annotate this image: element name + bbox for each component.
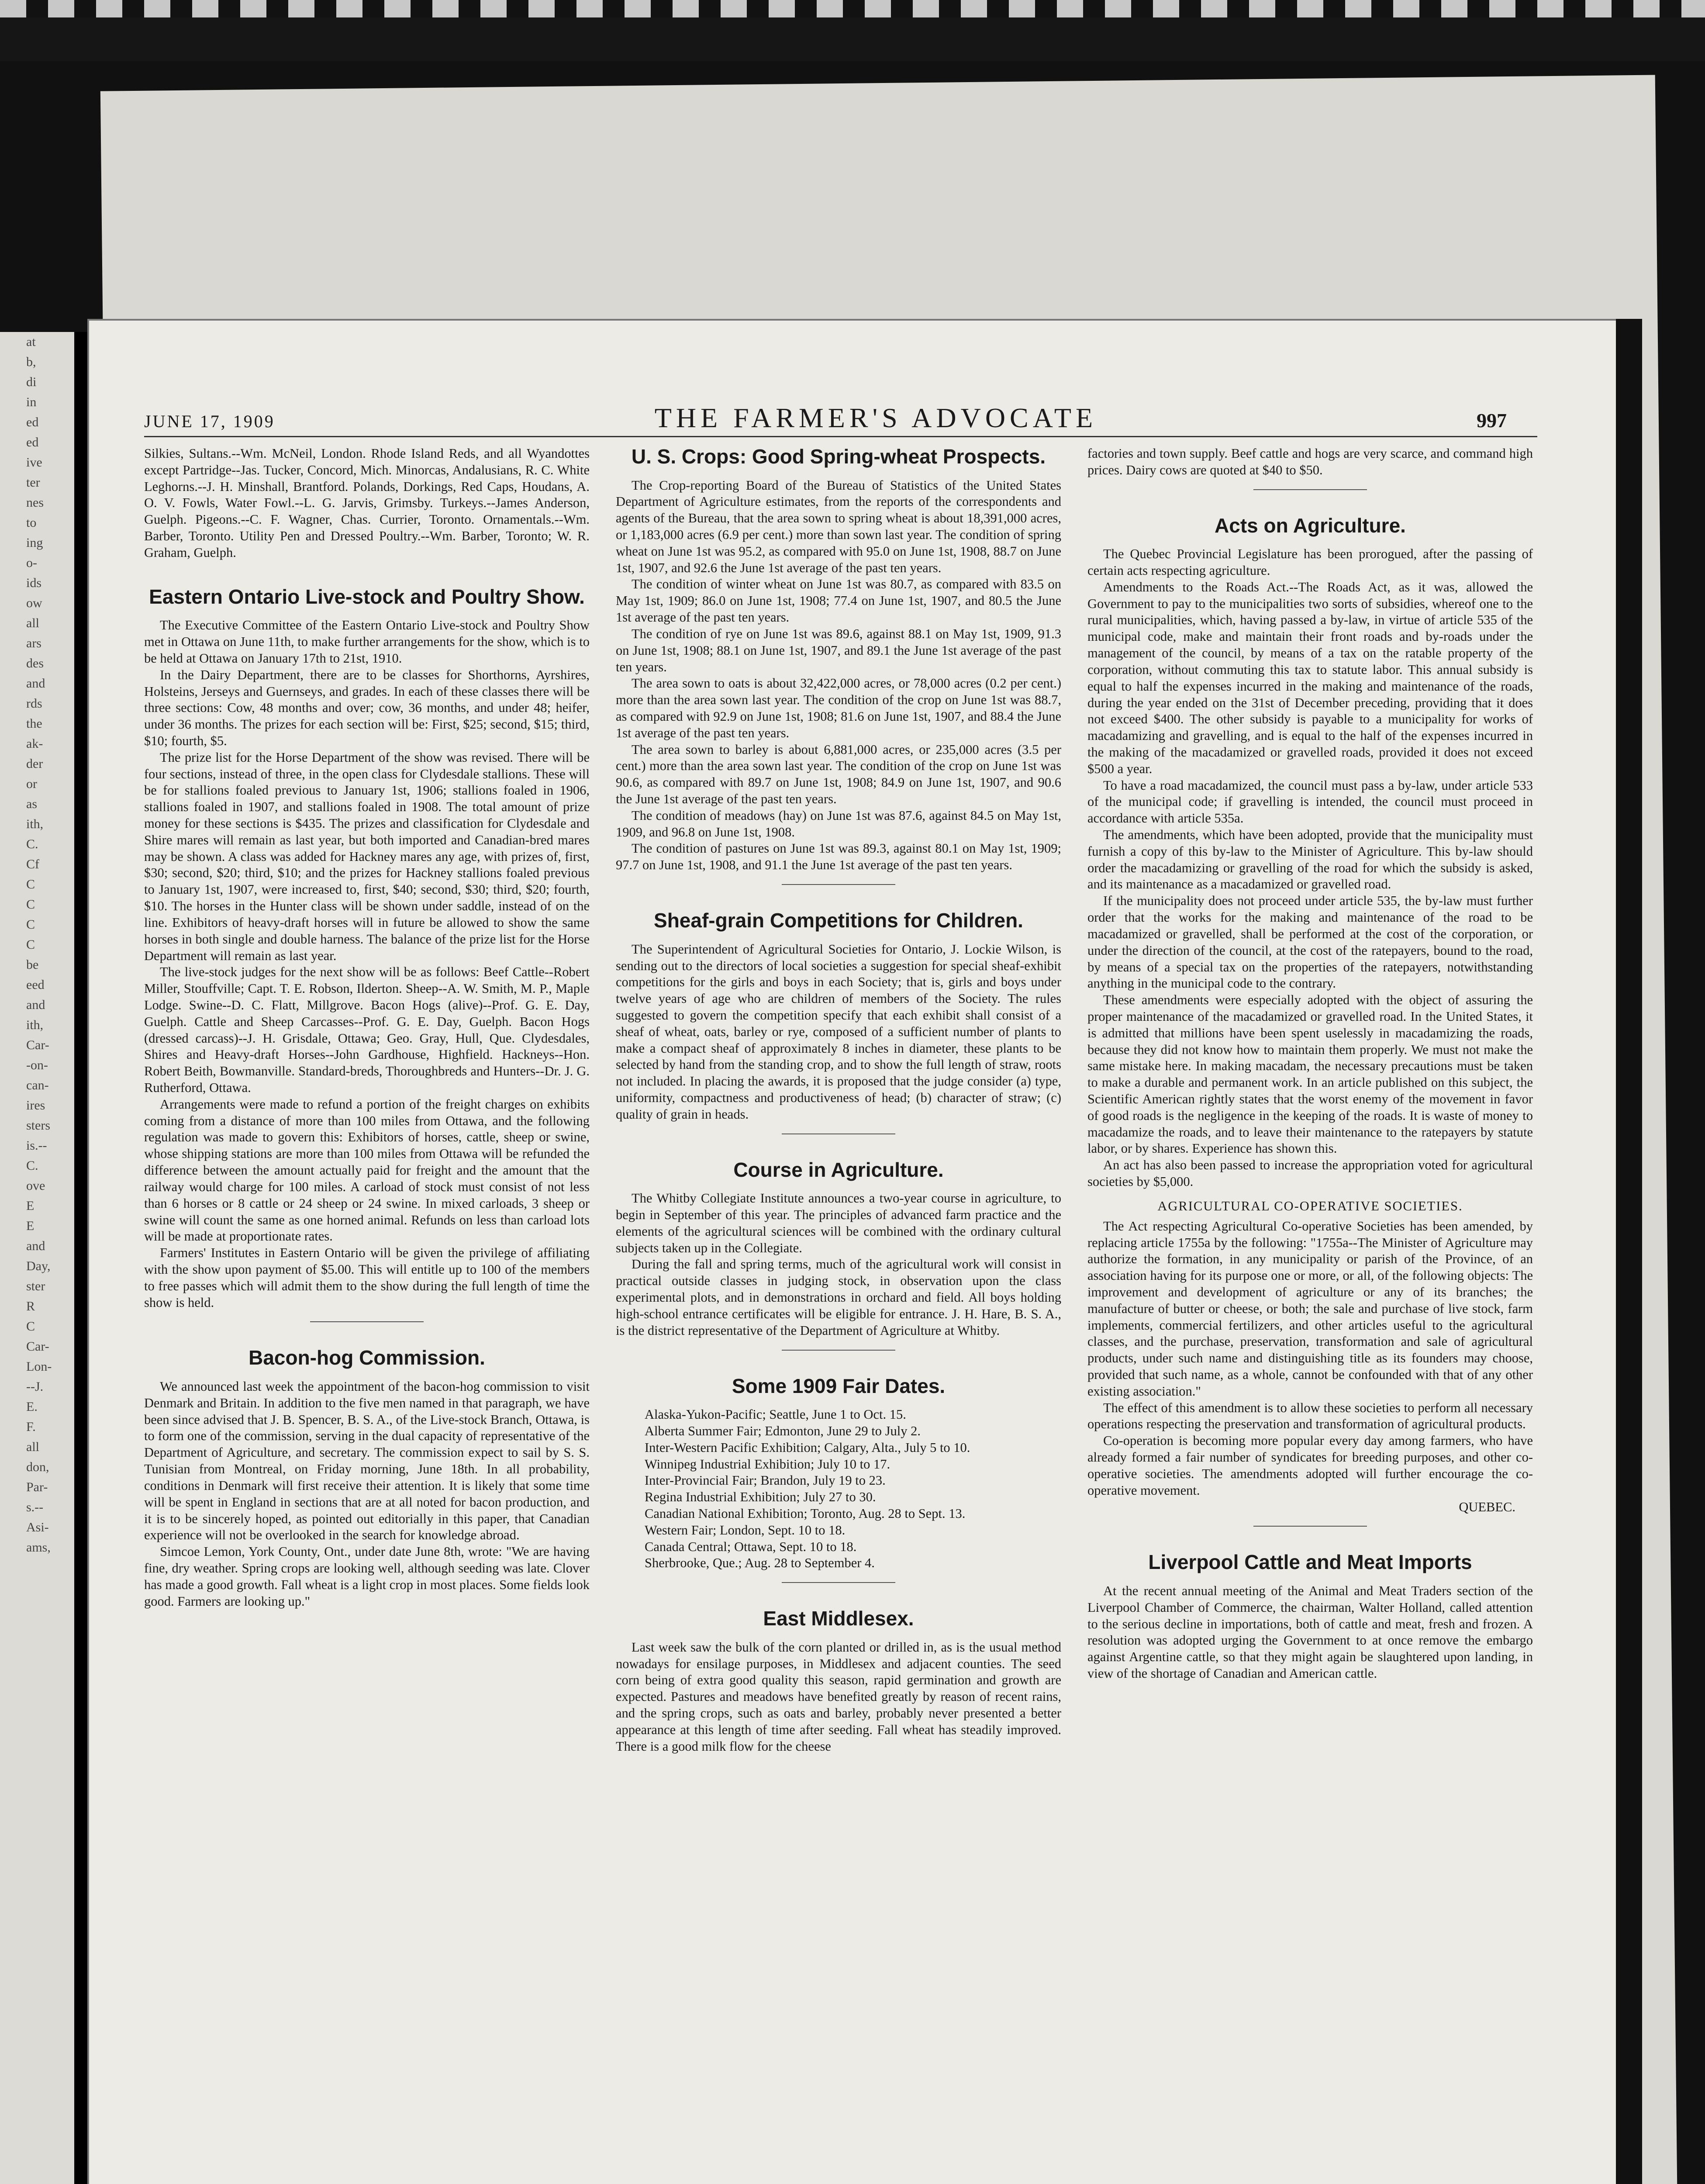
margin-fragment: Day, [26,1259,51,1273]
margin-fragment: ith, [26,1018,44,1032]
margin-fragment: to [26,515,37,530]
margin-fragment: don, [26,1460,49,1474]
list-item: Western Fair; London, Sept. 10 to 18. [645,1522,846,1538]
margin-fragment: Lon- [26,1359,52,1374]
list-item: Canada Central; Ottawa, Sept. 10 to 18. [645,1539,857,1554]
margin-fragment: ed [26,435,39,449]
margin-fragment: in [26,395,37,409]
paragraph: The Crop-reporting Board of the Bureau of Statistics of the United States Department of Agriculture estimates, from the reports of the correspondents and agents of the Bureau, that the area sown to spring wheat is about 18,391,000 acres, or 1,183,000 acres (6.9 per cent.) more than sown last year. The condition of spring wheat on June 1st was 95.2, as compared with 95.0 on June 1st, 1908, 88.7 on June 1st, 1907, and 92.6 the June 1st average of the past ten years. [616,477,1061,575]
margin-fragment: be [26,957,39,972]
margin-fragment: -on- [26,1058,48,1072]
margin-fragment: --J. [26,1379,44,1394]
margin-fragment: is.-- [26,1138,47,1153]
headline-sheaf-grain: Sheaf-grain Competitions for Children. [654,909,1023,932]
margin-fragment: ive [26,455,42,470]
margin-fragment: C [26,937,35,952]
margin-fragment: Cf [26,857,39,871]
margin-fragment: Car- [26,1339,49,1354]
newspaper-page [87,319,1625,2184]
margin-fragment: and [26,998,45,1012]
page-number: 997 [1477,409,1507,432]
margin-fragment: E [26,1199,35,1213]
margin-fragment: the [26,716,42,731]
divider [310,1321,424,1322]
margin-fragment: o- [26,556,37,570]
page-header [144,402,1507,432]
column-3 [1087,446,1533,2184]
article-columns [144,446,1537,2184]
margin-fragment: ids [26,576,42,590]
paragraph: To have a road macadamized, the council must pass a by-law, under article 533 of the municipal code; if gravelling is intended, the council must proceed in accordance with article 535a. [1087,778,1533,826]
margin-fragment: ars [26,636,41,650]
margin-fragment: ove [26,1178,45,1193]
list-item: Alaska-Yukon-Pacific; Seattle, June 1 to Oct. 15. [645,1407,906,1422]
margin-fragment: C [26,917,35,932]
paragraph: The Quebec Provincial Legislature has been prorogued, after the passing of certain acts respecting agriculture. [1087,546,1533,578]
paragraph: The Executive Committee of the Eastern Ontario Live-stock and Poultry Show met in Ottawa on June 11th, to make further arrangements for the show, which is to be held at Ottawa on January 17th to 21st, 1910. [144,618,590,666]
divider [1253,1526,1367,1527]
headline-liverpool-cattle: Liverpool Cattle and Meat Imports [1148,1551,1472,1574]
margin-fragment: Asi- [26,1520,49,1534]
signature: QUEBEC. [1459,1499,1515,1514]
column-2 [616,446,1061,2184]
paragraph: In the Dairy Department, there are to be classes for Shorthorns, Ayrshires, Holsteins, Jerseys and Guernseys, and grades. In each of these classes there will be three sections: Cow, 48 months and over; cow, 36 months, and under 48; heifer, under 36 months. The prizes for each section will be: First, $25; second, $15; third, $10; fourth, $5. [144,667,590,748]
publication-title: THE FARMER'S ADVOCATE [654,402,1098,433]
margin-fragment: ires [26,1098,45,1113]
paragraph: Farmers' Institutes in Eastern Ontario will be given the privilege of affiliating with the show upon payment of $5.00. This will entitle up to 100 of the members to free passes which will admit them to the show during the full length of time the show is held. [144,1245,590,1310]
list-item: Canadian National Exhibition; Toronto, Aug. 28 to Sept. 13. [645,1506,966,1521]
margin-fragment: eed [26,978,45,992]
margin-fragment: ams, [26,1540,51,1555]
margin-fragment: C [26,897,35,912]
list-item: Sherbrooke, Que.; Aug. 28 to September 4. [645,1555,875,1571]
margin-fragment: sters [26,1118,50,1133]
paragraph: The Whitby Collegiate Institute announces a two-year course in agriculture, to begin in September of this year. The principles of advanced farm practice and the elements of the agricultural sciences will be combined with the ordinary cultural subjects taken up in the Collegiate. [616,1191,1061,1255]
margin-fragment: ster [26,1279,45,1293]
paragraph: We announced last week the appointment of the bacon-hog commission to visit Denmark and Britain. In addition to the five men named in that paragraph, we have been since advised that J. B. Spencer, B. S. A., of the Live-stock Branch, Ottawa, is to form one of the commission, serving in the dual capacity of representative of the Department of Agriculture, and secretary. The commission expect to sail by S. S. Tunisian from Montreal, on Friday morning, June 18th. In all probability, conditions in Denmark will first receive their attention. It is likely that some time will be spent in England in sections that are at all noted for bacon production, and it is to be sincerely hoped, as pointed out editorially in this paper, that Canadian experience will not be overlooked in the search for knowledge abroad. [144,1379,590,1543]
margin-fragment: as [26,797,37,811]
headline-bacon-hog-commission: Bacon-hog Commission. [249,1346,485,1369]
margin-fragment: all [26,616,39,630]
margin-fragment: or [26,777,37,791]
paragraph: The Act respecting Agricultural Co-operative Societies has been amended, by replacing article 1755a by the following: "1755a--The Minister of Agriculture may authorize the formation, in any municipality or parish of the Province, of an association having for its purpose one or more, or all, of the following objects: The improvement and development of agriculture or any of its branches; the manufacture of butter or cheese, or both; the sale and purchase of live stock, farm implements, commercial fertilizers, and other articles useful to the agricultural classes, and the purchase, preservation, transformation and sale of agricultural products, under such name and distinguishing title as its founders may choose, provided that such name, as a whole, cannot be confounded with that of any other existing association." [1087,1218,1533,1399]
paragraph: Co-operation is becoming more popular every day among farmers, who have already formed a fair number of syndicates for breeding purposes, and other co-operative societies. The amendments adopted will further encourage the co-operative movement. [1087,1433,1533,1498]
margin-fragment: C. [26,837,38,851]
divider [782,1350,895,1351]
paragraph: Simcoe Lemon, York County, Ont., under date June 8th, wrote: "We are having fine, dry weather. Spring crops are looking well, although seeding was late. Clover has made a good growth. Fall wheat is a light crop in most places. Some fields look good. Farmers are looking up." [144,1544,590,1609]
paragraph: These amendments were especially adopted with the object of assuring the proper maintenance of the macadamized or gravelled road. In the United States, it is admitted that millions have been spent uselessly in macadamizing the roads, because they did not know how to maintain them properly. We must not make the same mistake here. In making macadam, the necessary precautions must be taken to make a durable and permanent work. In an article published on this subject, the Scientific American rightly states that the worst enemy of the movement in favor of good roads is the negligence in the keeping of the roads. It is waste of money to macadamize the roads, and to leave their maintenance to the ratepayers by statute labor, or by shares. Experience has shown this. [1087,992,1533,1156]
list-item: Inter-Provincial Fair; Brandon, July 19 to 23. [645,1473,886,1488]
list-item: Alberta Summer Fair; Edmonton, June 29 to July 2. [645,1423,921,1438]
headline-fair-dates: Some 1909 Fair Dates. [732,1374,946,1397]
margin-fragment: F. [26,1420,36,1434]
margin-fragment: Car- [26,1038,49,1052]
page-edge-shadow [1616,319,1642,2184]
headline-acts-agriculture: Acts on Agriculture. [1215,514,1406,537]
margin-fragment: R [26,1299,35,1313]
paragraph: If the municipality does not proceed under article 535, the by-law must further order that the works for the making and maintenance of the road to be macadamized or gravelled, shall be performed at the cost of the corporation, or under the direction of the council, at the cost of the ratepayers, bound to the road, by means of a special tax on the properties of the ratepayers, notwithstanding anything in the municipal code to the contrary. [1087,893,1533,991]
page-gutter [74,332,87,2184]
paragraph: Amendments to the Roads Act.--The Roads Act, as it was, allowed the Government to pay to the municipalities two sorts of subsidies, whereof one to the rural municipalities, which, having passed a by-law, in virtue of article 535 of the municipal code, make and maintain their front roads and by-roads under the management of the council, by means of a tax on the ratable property of the corporation, without commuting this tax to statute labor. This annual subsidy is equal to half the expenses incurred in the making and maintenance of the roads, during the year ended on the 31st of December preceding, providing that it does not exceed $400. The other subsidy is payable to a municipality for works of macadamizing and gravelling, and is equal to the half of the expenses incurred in the making of the macadamized or gravelled roads, provided it does not exceed $500 a year. [1087,579,1533,776]
headline-east-middlesex: East Middlesex. [763,1607,914,1630]
issue-date: JUNE 17, 1909 [144,411,275,431]
margin-fragment: and [26,1239,45,1253]
margin-fragment: E. [26,1400,38,1414]
left-page-fragment [0,332,83,2184]
margin-fragment: ed [26,415,39,429]
headline-us-crops: U. S. Crops: Good Spring-wheat Prospects. [631,446,1046,468]
margin-fragment: C [26,877,35,892]
margin-fragment: can- [26,1078,49,1092]
margin-fragment: nes [26,495,44,510]
list-item: Regina Industrial Exhibition; July 27 to 30. [645,1489,876,1505]
subheading-cooperative-societies: AGRICULTURAL CO-OPERATIVE SOCIETIES. [1157,1198,1463,1213]
margin-fragment: des [26,656,44,670]
fair-dates-list [616,1406,1061,1572]
margin-fragment: and [26,676,45,691]
margin-fragment: C. [26,1158,38,1173]
margin-fragment: ing [26,536,43,550]
divider [782,884,895,885]
paragraph: The condition of meadows (hay) on June 1st was 87.6, against 84.5 on May 1st, 1909, and 96.8 on June 1st, 1908. [616,808,1061,840]
paragraph: The area sown to barley is about 6,881,000 acres, or 235,000 acres (3.5 per cent.) more than the area sown last year. The condition of the crop on June 1st was 90.6, as compared with 89.7 on June 1st, 1908; 84.9 on June 1st, 1907, and 90.6 the June 1st average of the past ten years. [616,742,1061,807]
paragraph: At the recent annual meeting of the Animal and Meat Traders section of the Liverpool Chamber of Commerce, the chairman, Walter Holland, called attention to the serious decline in importations, both of cattle and meat, fresh and frozen. A resolution was adopted urging the Government to at once remove the embargo against Argentine cattle, so that they might again be slaughtered upon landing, in view of the shortage of Canadian and American cattle. [1087,1583,1533,1681]
list-item: Winnipeg Industrial Exhibition; July 10 to 17. [645,1456,890,1472]
paragraph: The amendments, which have been adopted, provide that the municipality must furnish a copy of this by-law to the Minister of Agriculture. This by-law should order the macadamizing or gravelling of the road for which the subsidy is asked, and its maintenance as a macadamized or gravelled road. [1087,827,1533,892]
column-1 [144,446,590,2184]
paragraph: The effect of this amendment is to allow these societies to perform all necessary operations respecting the preservation and transformation of agricultural products. [1087,1400,1533,1432]
margin-fragment: ak- [26,736,43,751]
paragraph: During the fall and spring terms, much of the agricultural work will consist in practical outside classes in judging stock, in observation upon the class experimental plots, and in demonstrations in orchard and field. All boys holding high-school entrance certificates will be eligible for entrance. J. H. Hare, B. S. A., is the district representative of the Department of Agriculture at Whitby. [616,1257,1061,1338]
headline-eastern-ontario-show: Eastern Ontario Live-stock and Poultry Show. [149,585,585,608]
paragraph: Arrangements were made to refund a portion of the freight charges on exhibits coming from a distance of more than 100 miles from Ottawa, and the following regulation was made to govern this: Exhibitors of horses, cattle, sheep or swine, whose shipping stations are more than 100 miles from Ottawa will be refunded the difference between the amount actually paid for freight and the amount that the railway would charge for 100 miles. A carload of stock must consist of not less than 6 horses or 8 cattle or 24 sheep or 24 swine. In mixed carloads, 3 sheep or swine will count the same as one horned animal. Refunds on less than carload lots will be made at proportionate rates. [144,1096,590,1244]
paragraph: factories and town supply. Beef cattle and hogs are very scarce, and command high prices. Dairy cows are quoted at $40 to $50. [1087,446,1533,477]
paragraph: The live-stock judges for the next show will be as follows: Beef Cattle--Robert Miller, Stouffville; Capt. T. E. Robson, Ilderton. Sheep--A. W. Smith, M. P., Maple Lodge. Swine--D. C. Flatt, Millgrove. Bacon Hogs (alive)--Prof. G. E. Day, Guelph. Cattle and Sheep Carcasses--Prof. G. E. Day, Guelph. Bacon Hogs (dressed carcass)--J. H. Grisdale, Ottawa; Geo. Gray, Hull, Que. Clydesdales, Shires and Heavy-draft Horses--John Gardhouse, Highfield. Hackneys--Hon. Robert Beith, Bowmanville. Standard-breds, Thoroughbreds and Hunters--Dr. J. G. Rutherford, Ottawa. [144,964,590,1095]
header-rule [144,436,1537,437]
headline-course-agriculture: Course in Agriculture. [733,1158,944,1181]
paragraph: An act has also been passed to increase the appropriation voted for agricultural societies by $5,000. [1087,1158,1533,1189]
margin-fragment: Par- [26,1480,48,1494]
divider [782,1582,895,1583]
margin-fragment: rds [26,696,42,711]
margin-fragment: s.-- [26,1500,44,1514]
paragraph: The condition of rye on June 1st was 89.6, against 88.1 on May 1st, 1909, 91.3 on June 1st, 1908; 88.1 on June 1st, 1907, and 89.1 the June 1st average of the past ten years. [616,626,1061,674]
paragraph: Last week saw the bulk of the corn planted or drilled in, as is the usual method nowadays for ensilage purposes, in Middlesex and adjacent counties. The seed corn being of extra good quality this season, rapid germination and growth are expected. Pastures and meadows have benefited greatly by reason of recent rains, and the spring crops, such as oats and barley, probably never presented a better appearance at this length of time after seeding. Fall wheat has steadily improved. There is a good milk flow for the cheese [616,1639,1061,1754]
margin-fragment: ow [26,596,42,610]
margin-fragment: ith, [26,817,44,831]
paragraph: The condition of winter wheat on June 1st was 80.7, as compared with 83.5 on May 1st, 1909; 86.0 on June 1st, 1908; 77.4 on June 1st, 1907, and 80.5 the June 1st average of the past ten years. [616,577,1061,625]
margin-fragment: b, [26,355,36,369]
paragraph: The prize list for the Horse Department of the show was revised. There will be four sections, instead of three, in the open class for Clydesdale stallions. These will be for stallions foaled previous to January 1st, 1906; stallions foaled in 1906, stallions foaled in 1907, and stallions foaled in 1908. The total amount of prize money for these sections is $435. The prizes and classification for Clydesdale and Shire mares will remain as last year, but both imported and Canadian-bred mares may be shown. A class was added for Hackney mares any age, with prizes of, first, $30; second, $20; third, $10; and the prizes for Hackney stallions foaled previous to January 1st, 1907, were increased to, first, $40; second, $30; third, $20; fourth, $10. The horses in the Hunter class will be shown under saddle, instead of on the line. Exhibitors of heavy-draft horses will in future be allowed to show the same horses in both single and double harness. The balance of the prize list for the Horse Department will remain as last year. [144,750,590,963]
poultry-judges-text: Silkies, Sultans.--Wm. McNeil, London. Rhode Island Reds, and all Wyandottes except Partridge--Jas. Tucker, Concord, Mich. Minorcas, Andalusians, R. C. White Leghorns.--J. H. Minshall, Brantford. Polands, Dorkings, Red Caps, Houdans, A. O. V. Fowls, Water Fowl.--L. G. Jarvis, Grimsby. Turkeys.--James Anderson, Guelph. Pigeons.--C. F. Wagner, Chas. Currier, Toronto. Ornamentals.--Wm. Barber, Toronto. Utility Pen and Dressed Poultry.--Wm. Barber, Toronto; W. R. Graham, Guelph. [144,446,590,560]
film-sprocket-strip [0,0,1705,17]
paragraph: The condition of pastures on June 1st was 89.3, against 80.1 on May 1st, 1909; 97.7 on June 1st, 1908, and 91.1 the June 1st average of the past ten years. [616,841,1061,873]
margin-fragment: all [26,1440,39,1454]
paragraph: The Superintendent of Agricultural Societies for Ontario, J. Lockie Wilson, is sending out to the directors of local societies a suggestion for special sheaf-exhibit competitions for the girls and boys in each Society; that is, girls and boys under twelve years of age who are children of members of the Society. The rules suggested to govern the competition specify that each exhibit shall consist of a sheaf of wheat, oats, barley or rye, composed of a sufficient number of plants to make a compact sheaf of approximately 8 inches in diameter, these plants to be selected by hand from the standing crop, and to show the full length of straw, roots not included. In placing the awards, it is proposed that the judge consider (a) type, uniformity, compactness and productiveness of head; (b) character of straw; (c) quality of grain in heads. [616,941,1061,1122]
margin-fragment: C [26,1319,35,1334]
margin-fragment: der [26,757,43,771]
paragraph: The area sown to oats is about 32,422,000 acres, or 78,000 acres (0.2 per cent.) more than the area sown last year. The condition of the crop on June 1st was 88.7, as compared with 92.9 on June 1st, 1908; 81.6 on June 1st, 1907, and 88.4 the June 1st average of the past ten years. [616,676,1061,740]
margin-fragment: E [26,1219,35,1233]
divider [782,1133,895,1134]
margin-fragment: at [26,335,36,349]
margin-fragment: di [26,375,37,389]
film-border [0,0,1705,61]
list-item: Inter-Western Pacific Exhibition; Calgary, Alta., July 5 to 10. [645,1440,970,1455]
divider [1253,489,1367,490]
margin-fragment: ter [26,475,40,490]
